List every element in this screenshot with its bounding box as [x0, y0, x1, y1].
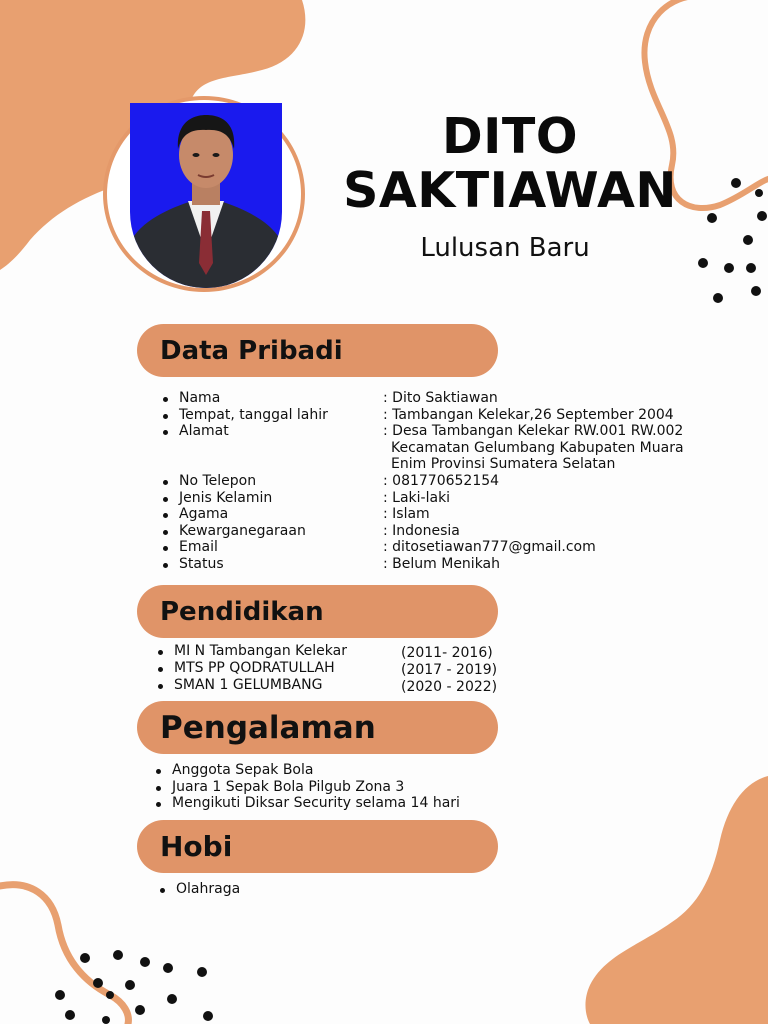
personal-row: Alamat : Desa Tambangan Kelekar RW.001 RW.002 Kecamatan Gelumbang Kabupaten Muara Enim Provinsi Sumatera Selatan	[161, 423, 703, 473]
section-header-personal	[137, 324, 498, 377]
section-header-education	[137, 585, 498, 638]
section-header-experience	[137, 701, 498, 754]
education-list	[156, 643, 347, 694]
personal-row: Nama : Dito Saktiawan	[161, 390, 703, 407]
experience-item: Anggota Sepak Bola	[154, 762, 460, 779]
profile-photo	[130, 103, 282, 288]
personal-row: Agama : Islam	[161, 506, 703, 523]
personal-row: Status : Belum Menikah	[161, 556, 703, 573]
education-years	[401, 645, 497, 696]
hobby-list	[158, 881, 240, 898]
personal-row: No Telepon : 081770652154	[161, 473, 703, 490]
section-title-personal: Data Pribadi	[160, 335, 343, 366]
bottom-right-blob	[585, 776, 768, 1024]
section-title-experience: Pengalaman	[160, 709, 376, 746]
education-years-item: (2011- 2016)	[401, 645, 493, 661]
section-title-education: Pendidikan	[160, 596, 324, 627]
name-line-1: DITO	[442, 108, 578, 165]
education-years-item: (2020 - 2022)	[401, 679, 498, 695]
personal-row: Jenis Kelamin : Laki-laki	[161, 490, 703, 507]
name-line-2: SAKTIAWAN	[343, 162, 677, 219]
section-title-hobby: Hobi	[160, 830, 233, 863]
section-header-hobby	[137, 820, 498, 873]
hobby-item: Olahraga	[158, 881, 240, 898]
candidate-name	[330, 110, 690, 218]
experience-item: Mengikuti Diksar Security selama 14 hari	[154, 795, 460, 812]
candidate-subtitle: Lulusan Baru	[420, 233, 590, 263]
education-item: MTS PP QODRATULLAH	[156, 660, 347, 677]
personal-data-list	[161, 390, 703, 573]
education-item: SMAN 1 GELUMBANG	[156, 677, 347, 694]
experience-list	[154, 762, 460, 812]
education-years-item: (2017 - 2019)	[401, 662, 498, 678]
experience-item: Juara 1 Sepak Bola Pilgub Zona 3	[154, 779, 460, 796]
education-item: MI N Tambangan Kelekar	[156, 643, 347, 660]
personal-row: Email : ditosetiawan777@gmail.com	[161, 539, 703, 556]
personal-row: Kewarganegaraan : Indonesia	[161, 523, 703, 540]
personal-row: Tempat, tanggal lahir : Tambangan Kelekar,26 September 2004	[161, 407, 703, 424]
bottom-left-dots	[55, 950, 213, 1024]
bottom-left-squiggle	[0, 885, 128, 1024]
